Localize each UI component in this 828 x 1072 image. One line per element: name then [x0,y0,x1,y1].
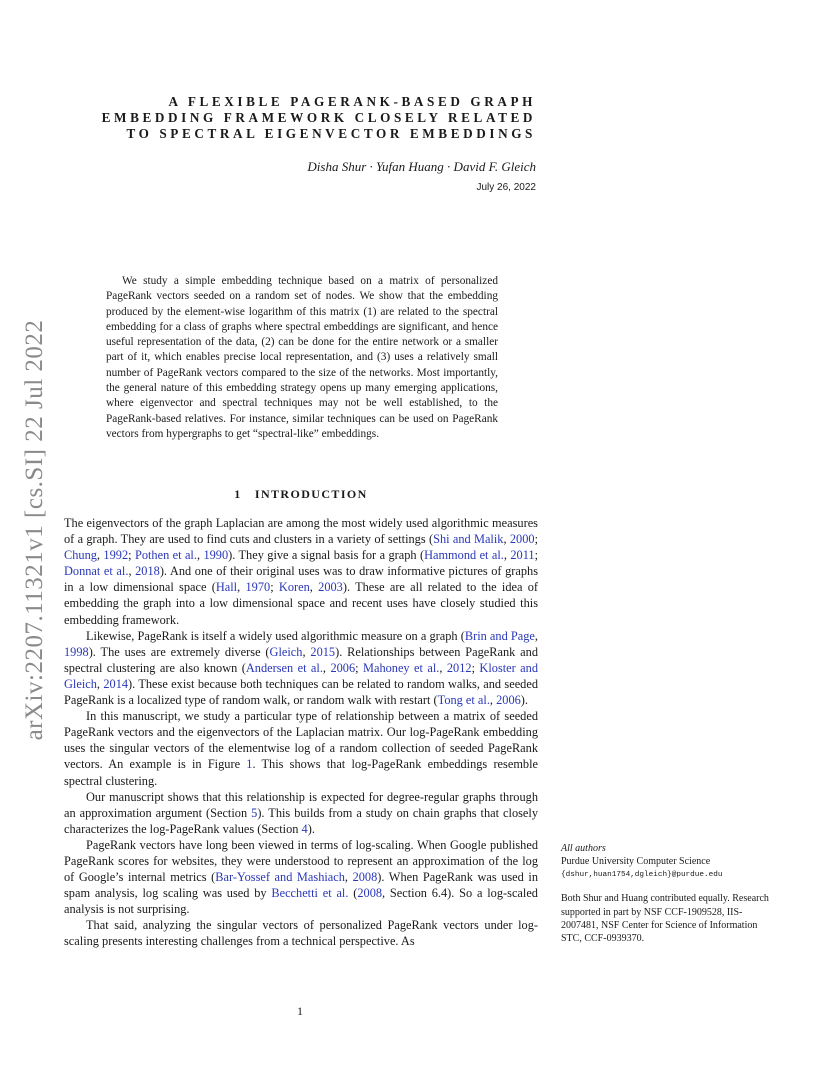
paragraph-text: ; [128,548,135,563]
paragraph-text: The eigenvectors of the graph Laplacian are among the most widely used algorithmic measures of a graph. They are used to find cuts and clusters in a variety of settings ( [64,516,538,547]
title-line: EMBEDDING FRAMEWORK CLOSELY RELATED [101,110,536,125]
citation-link[interactable]: 1992 [103,548,129,563]
paragraph-text: ; [534,548,539,563]
section-title: INTRODUCTION [254,487,368,501]
citation-link[interactable]: 2018 [135,564,160,579]
paragraph-text: ; [270,580,279,595]
paragraph-text: , [309,580,319,595]
paragraph-text: ). This builds from a study on chain graphs that closely characterizes the log-PageRank values (Section [64,805,538,836]
body-text [64,515,538,950]
paragraph-text: , [302,644,311,659]
body-paragraph [64,708,538,788]
citation-link[interactable]: Pothen et al. [134,548,197,563]
paragraph-text: ). These exist because both techniques can be related to random walks, and seeded PageRank is a localized type of random walk, or random walk with restart ( [64,676,538,708]
citation-link[interactable]: Brin and Page [464,628,535,643]
citation-link[interactable]: 2000 [509,532,535,547]
citation-link[interactable]: 2006 [496,693,521,708]
citation-link[interactable]: 2006 [330,660,356,675]
paragraph-text: In this manuscript, we study a particular type of relationship between a matrix of seeded PageRank vectors and the eigenvectors of the Laplacian matrix. Our log-PageRank embedding uses the singular vectors of the elementwise log of a random collection of seeded PageRank vectors. An example is in Figure [64,709,538,772]
citation-link[interactable]: Andersen et al. [245,660,323,675]
paragraph-text: ). The uses are extremely diverse ( [88,644,270,659]
paragraph-text: . This shows that log-PageRank embeddings resemble spectral clustering. [64,757,539,788]
paragraph-text: That said, analyzing the singular vectors of personalized PageRank vectors under log-scaling presents interesting challenges from a technical perspective. As [64,918,538,949]
title-line: A FLEXIBLE PAGERANK-BASED GRAPH [168,94,536,109]
arxiv-identifier [20,300,50,760]
paragraph-text: Our manuscript shows that this relationship is expected for degree-regular graphs through an approximation argument (Section [64,789,538,820]
paragraph-text: , Section 6.4). So a log-scaled analysis is not surprising. [64,886,538,917]
paragraph-text: ). Relationships between PageRank and spectral clustering are also known ( [64,644,538,675]
page-number: 1 [297,1004,303,1018]
paragraph-text: ; [534,532,538,547]
paragraph-text: , [503,532,510,547]
paragraph-text: ). And one of their original uses was to draw informative pictures of graphs in a low dimensional space ( [64,564,539,595]
paragraph-text: PageRank vectors have long been viewed in terms of log-scaling. When Google published PageRank scores for websites, they were understood to represent an approximation of the log of Google’s internal metrics ( [64,837,538,885]
paper-date: July 26, 2022 [476,182,536,193]
body-paragraph [64,917,538,949]
paragraph-text: , [322,660,331,675]
abstract: We study a simple embedding technique based on a matrix of personalized PageRank vectors seeded on a random set of nodes. We show that the embedding produced by the element-wise logarithm of this matrix (1) are related to the spectral embedding for a class of graphs where spectral embeddings are significant, and hence useful representation of the data, (2) can be done for the entire network or a smaller part of it, which enables precise local representation, and (3) uses a relatively small number of PageRank vectors compared to the size of the networks. Most importantly, the general nature of this embedding strategy opens up many emerging applications, where eigenvector and spectral techniques may not be well established, to the PageRank-based relatives. For instance, similar techniques can be used on PageRank vectors from hypergraphs to get “spectral-like” embeddings. [106,275,498,440]
paragraph-text: ; [355,660,363,675]
citation-link[interactable]: Tong et al. [437,693,490,708]
section-number: 1 [234,487,242,501]
paragraph-text: , [489,693,497,708]
citation-link[interactable]: 2008 [352,870,378,885]
citation-link[interactable]: 2011 [510,548,535,563]
citation-link[interactable]: Chung [64,548,97,563]
citation-link[interactable]: Hammond et al. [424,548,504,563]
citation-link[interactable]: 1 [246,757,253,772]
section-heading [64,487,538,502]
citation-link[interactable]: 1970 [245,580,271,595]
citation-link[interactable]: 2008 [357,886,383,901]
paragraph-text: ( [348,886,358,901]
citation-link[interactable]: 2015 [310,644,336,659]
paragraph-text: , [128,564,136,579]
citation-link[interactable]: Hall [215,580,238,595]
affiliation: Purdue University Computer Science [561,856,711,868]
paper-title [102,94,536,142]
body-paragraph [64,789,538,837]
paragraph-text: ). They give a signal basis for a graph ( [228,548,425,563]
body-paragraph [64,515,538,628]
paragraph-text: ). These are all related to the idea of embedding the graph into a low dimensional space and recent uses have closely studied this embedding framework. [64,580,539,627]
paragraph-text: , [96,676,104,691]
paragraph-text: ). [307,821,315,836]
author-sidenote [561,842,771,946]
paragraph-text: , [503,548,511,563]
citation-link[interactable]: 2014 [103,676,129,691]
paragraph-text: , [196,548,204,563]
author-emails: {dshur,huan1754,dgleich}@purdue.edu [561,870,723,879]
citation-link[interactable]: Shi and Malik [433,532,504,547]
author-list: Disha Shur · Yufan Huang · David F. Gleich [307,159,536,174]
paragraph-text: ). [520,693,528,708]
paragraph-text: ). When PageRank was used in spam analysis, log scaling was used by [64,870,538,901]
citation-link[interactable]: 2012 [446,660,472,675]
paragraph-text: Likewise, PageRank is itself a widely used algorithmic measure on a graph ( [86,628,465,643]
arxiv-identifier-text: arXiv:2207.11321v1 [cs.SI] 22 Jul 2022 [21,319,48,741]
citation-link[interactable]: 2003 [318,580,343,595]
title-line: TO SPECTRAL EIGENVECTOR EMBEDDINGS [126,126,536,141]
citation-link[interactable]: Kloster and Gleich [64,660,539,691]
citation-link[interactable]: Bar-Yossef and Mashiach [215,870,345,885]
paragraph-text: , [96,548,104,563]
citation-link[interactable]: Mahoney et al. [362,660,440,675]
paragraph-text: ; [471,660,480,675]
citation-link[interactable]: 1990 [203,548,229,563]
paragraph-text: , [344,870,353,885]
citation-link[interactable]: 4 [301,821,308,836]
body-paragraph [64,837,538,917]
citation-link[interactable]: Becchetti et al. [271,886,349,901]
citation-link[interactable]: Donnat et al. [64,564,129,579]
citation-link[interactable]: 5 [251,805,258,820]
citation-link[interactable]: Koren [278,580,310,595]
paragraph-text: , [237,580,246,595]
funding-note: Both Shur and Huang contributed equally. Research supported in part by NSF CCF-1909528, IIS-2007481, NSF Center for Science of Information STC, CCF-0939370. [561,893,769,945]
sidenote-header: All authors [561,843,606,854]
citation-link[interactable]: Gleich [269,644,303,659]
paragraph-text: , [534,628,538,643]
citation-link[interactable]: 1998 [64,644,89,659]
paragraph-text: , [439,660,447,675]
body-paragraph [64,628,538,708]
